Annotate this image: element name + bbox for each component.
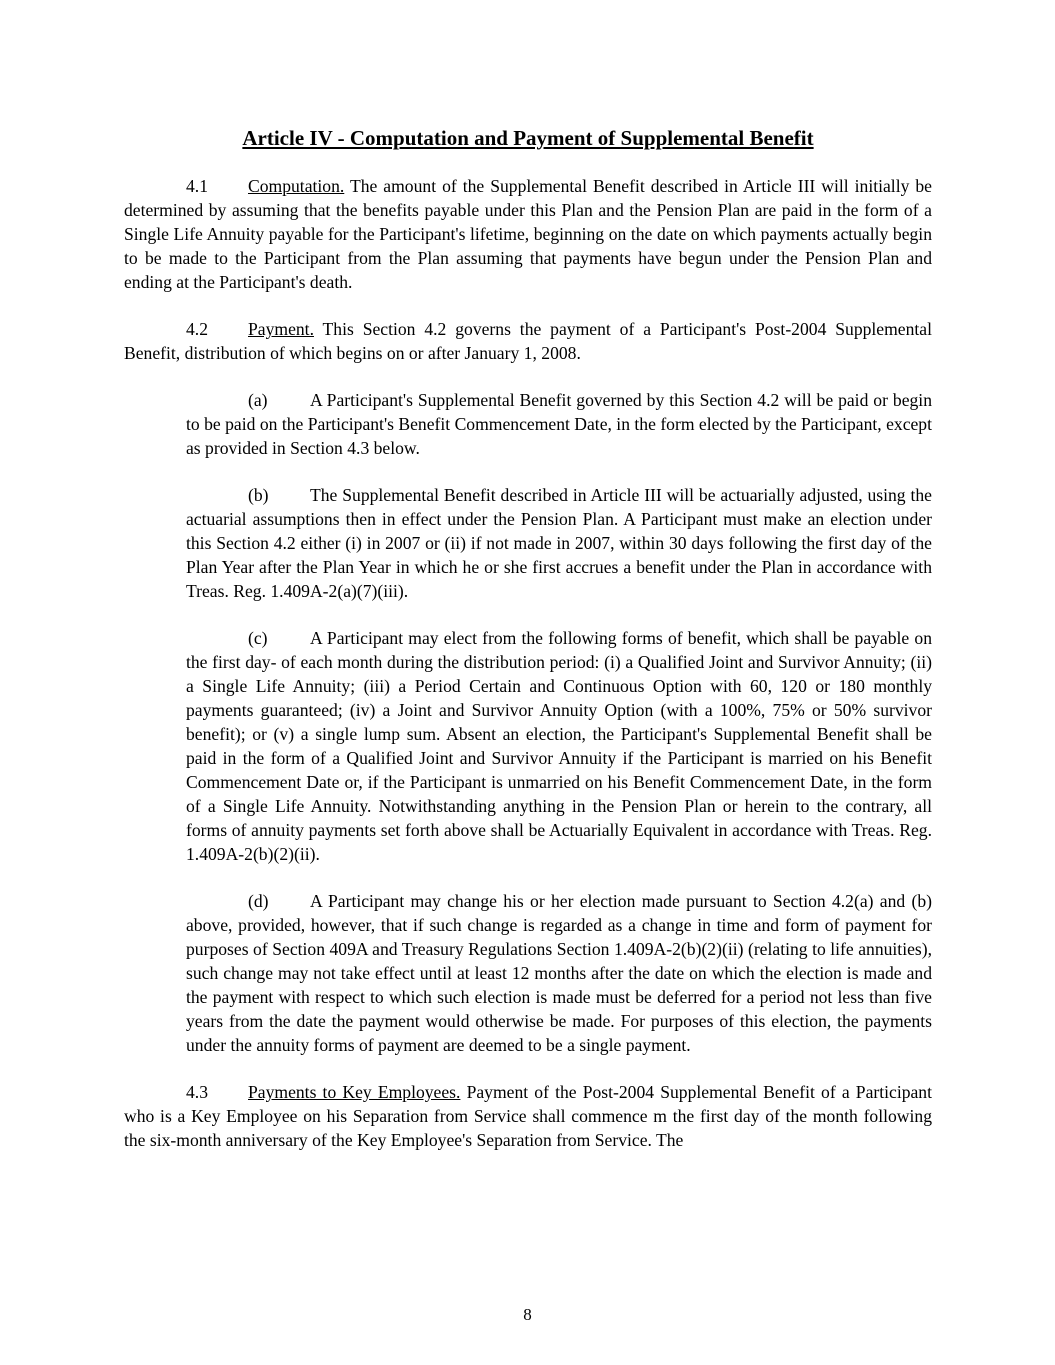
section-heading: Payment. [248, 319, 314, 339]
section-4-2 [124, 317, 932, 365]
section-text: The amount of the Supplemental Benefit described in Article III will initially be determined by assuming that the benefits payable under this Plan and the Pension Plan are paid in the form of a Single Life Annuity payable for the Participant's lifetime, beginning on the date on which payments actually begin to be made to the Participant from the Plan assuming that payments have begun under the Pension Plan and ending at the Participant's death. [124, 176, 932, 292]
subsection-text: A Participant's Supplemental Benefit governed by this Section 4.2 will be paid or begin to be paid on the Participant's Benefit Commencement Date, in the form elected by the Participant, except as provided in Section 4.3 below. [186, 390, 932, 458]
section-heading: Payments to Key Employees. [248, 1082, 461, 1102]
section-number: 4.2 [186, 319, 208, 339]
subsection-text: The Supplemental Benefit described in Article III will be actuarially adjusted, using the actuarial assumptions then in effect under the Pension Plan. A Participant must make an election under this Section 4.2 either (i) in 2007 or (ii) if not made in 2007, within 30 days following the first day of the Plan Year after the Plan Year in which he or she first accrues a benefit under the Plan in accordance with Treas. Reg. 1.409A-2(a)(7)(iii). [186, 485, 932, 601]
section-text: This Section 4.2 governs the payment of a Participant's Post-2004 Supplemental Benefit, distribution of which begins on or after January 1, 2008. [124, 319, 932, 363]
section-number: 4.3 [186, 1082, 208, 1102]
subsection-a [186, 388, 932, 460]
subsection-label: (d) [248, 891, 269, 911]
section-4-1 [124, 174, 932, 294]
page-number: 8 [523, 1305, 532, 1324]
document-page [124, 124, 932, 1175]
subsection-text: A Participant may change his or her election made pursuant to Section 4.2(a) and (b) above, provided, however, that if such change is regarded as a change in time and form of payment for purposes of Section 409A and Treasury Regulations Section 1.409A-2(b)(2)(ii) (relating to life annuities), such change may not take effect until at least 12 months after the date on which the election is made and the payment with respect to which such election is made must be deferred for a period not less than five years from the date the payment would otherwise be made. For purposes of this election, the payments under the annuity forms of payment are deemed to be a single payment. [186, 891, 932, 1055]
subsection-c [186, 626, 932, 866]
section-number: 4.1 [186, 176, 208, 196]
subsection-text: A Participant may elect from the following forms of benefit, which shall be payable on the first day- of each month during the distribution period: (i) a Qualified Joint and Survivor Annuity; (ii) a Single Life Annuity; (iii) a Period Certain and Continuous Option with 60, 120 or 180 monthly payments guaranteed; (iv) a Joint and Survivor Annuity Option (with a 100%, 75% or 50% survivor benefit); or (v) a single lump sum. Absent an election, the Participant's Supplemental Benefit shall be paid in the form of a Qualified Joint and Survivor Annuity if the Participant is married on his Benefit Commencement Date or, if the Participant is unmarried on his Benefit Commencement Date, in the form of a Single Life Annuity. Notwithstanding anything in the Pension Plan or herein to the contrary, all forms of annuity payments set forth above shall be Actuarially Equivalent in accordance with Treas. Reg. 1.409A-2(b)(2)(ii). [186, 628, 932, 864]
section-heading: Computation. [248, 176, 345, 196]
subsection-d [186, 889, 932, 1057]
subsection-label: (b) [248, 485, 269, 505]
section-4-3 [124, 1080, 932, 1152]
article-title: Article IV - Computation and Payment of Supplemental Benefit [242, 126, 814, 150]
subsection-label: (c) [248, 628, 268, 648]
subsection-b [186, 483, 932, 603]
subsection-label: (a) [248, 390, 268, 410]
section-text: Payment of the Post-2004 Supplemental Benefit of a Participant who is a Key Employee on his Separation from Service shall commence m the first day of the month following the six-month anniversary of the Key Employee's Separation from Service. The [124, 1082, 932, 1150]
